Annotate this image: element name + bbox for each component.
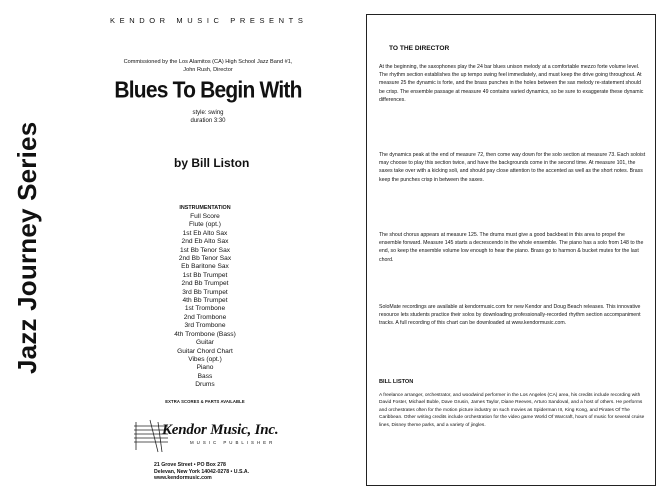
instrument-item: 2nd Bb Tenor Sax: [178, 255, 232, 263]
style-info: [98, 109, 318, 125]
instrumentation-list: [140, 204, 270, 406]
extra-parts-note: EXTRA SCORES & PARTS AVAILABLE: [165, 398, 245, 404]
instrument-item: Drums: [195, 381, 215, 389]
address-line-3: www.kendormusic.com: [154, 475, 212, 482]
instrument-item: Vibes (opt.): [188, 355, 222, 363]
instrumentation-heading: INSTRUMENTATION: [179, 205, 231, 211]
instrument-item: 1st Trombone: [184, 305, 226, 313]
logo-subtitle: MUSIC PUBLISHER: [190, 440, 276, 445]
series-title: Jazz Journey Series: [12, 121, 42, 374]
notes-paragraph-2: The dynamics peak at the end of measure 72, then come way down for the solo section at measure 73. Each soloist may choose to play this section twice, and have the backgrounds come in the second time. At measure 101, the saxes take over with a kicking soli, and should pay close attention to the accented as well as the short notes. Brass keep the punches crisp in between the saxes.: [379, 152, 646, 183]
instrument-item: 4th Trombone (Bass): [174, 330, 236, 338]
logo-name: Kendor Music, Inc.: [162, 422, 279, 438]
bio-heading: BILL LISTON: [379, 379, 414, 385]
notes-paragraph-4: SoloMate recordings are available at kendormusic.com for new Kendor and Doug Beach releases. This innovative resource lets students practice their solos by downloading professionally-recorded rhythm section accompaniment tracks. A full recording of this chart can be downloaded at www.kendormusic.com.: [379, 304, 641, 327]
instrument-item: Flute (opt.): [189, 221, 221, 229]
instrument-item: Full Score: [190, 213, 220, 220]
bio-text: A freelance arranger, orchestrator, and woodwind performer in the Los Angeles (CA) area, his credits include recording with David Foster, Michael Buble, Dave Grusin, James Taylor, Diane Reeves, Arturo Sandoval, and a host of others. He performs and orchestrates often for the motion picture industry on such movies as Spiderman III, King Kong, and Pirates Of The Caribbean. Other writing credits include orchestration for the video game World Of Warcraft, hours of music for several cruise lines, Disney theme parks, and a variety of jingles.: [379, 393, 645, 428]
notes-paragraph-1: At the beginning, the saxophones play the 24 bar blues unison melody at a comfortable mezzo forte volume level. The rhythm section establishes the up tempo swing feel immediately, and must keep the drive going throughout. At measure 25 the dynamic is forte, and the brass punches in the holes between the sax melody re-statement should be crisp. The ensemble passage at measure 49 contains varied dynamics, so be sure to exaggerate these dynamic differences.: [379, 64, 644, 103]
instrument-item: Guitar Chord Chart: [177, 347, 233, 355]
instrument-item: 2nd Bb Trumpet: [181, 280, 229, 288]
director-notes-heading: TO THE DIRECTOR: [389, 45, 450, 52]
notes-page: [366, 14, 656, 486]
instrument-item: 1st Bb Trumpet: [182, 271, 228, 279]
commission-credit: [98, 58, 318, 74]
instrument-item: 3rd Bb Trumpet: [182, 288, 228, 296]
address-line-2: Delevan, New York 14042-0278 • U.S.A.: [154, 468, 250, 475]
instrument-item: 1st Bb Tenor Sax: [179, 246, 231, 254]
publisher-address: [154, 462, 249, 482]
instrument-item: 2nd Trombone: [183, 313, 227, 321]
address-line-1: 21 Grove Street • PO Box 278: [154, 462, 226, 468]
instrument-item: 2nd Eb Alto Sax: [181, 238, 229, 246]
instrument-item: 1st Eb Alto Sax: [182, 229, 228, 237]
commission-line-1: Commissioned by the Los Alamitos (CA) High School Jazz Band #1,: [123, 59, 293, 65]
piece-title: Blues To Begin With: [114, 77, 302, 104]
instrument-item: 3rd Trombone: [184, 322, 226, 330]
duration-text: duration 3:30: [190, 118, 226, 124]
instrument-item: 4th Bb Trumpet: [182, 297, 228, 305]
instrument-item: Bass: [197, 372, 213, 380]
commission-line-2: John Rush, Director: [183, 67, 233, 73]
instrument-item: Guitar: [196, 339, 214, 347]
style-text: style: swing: [192, 110, 224, 116]
notes-paragraph-3: The shout chorus appears at measure 125. The drums must give a good backbeat in this area to propel the ensemble forward. Measure 145 starts a decrescendo in the whole ensemble. The piano has a solo from 148 to the end, so keep the ensemble volume low enough to hear the piano. Brass go to harmon & bucket mutes for the last chord.: [379, 232, 644, 263]
publisher-header: KENDOR MUSIC PRESENTS: [110, 16, 308, 25]
instrument-items: [140, 213, 270, 390]
instrument-item: Eb Baritone Sax: [181, 263, 229, 271]
cover-page: [14, 14, 332, 486]
composer-credit: by Bill Liston: [174, 156, 250, 170]
publisher-logo: [132, 416, 282, 460]
instrument-item: Piano: [196, 364, 214, 372]
